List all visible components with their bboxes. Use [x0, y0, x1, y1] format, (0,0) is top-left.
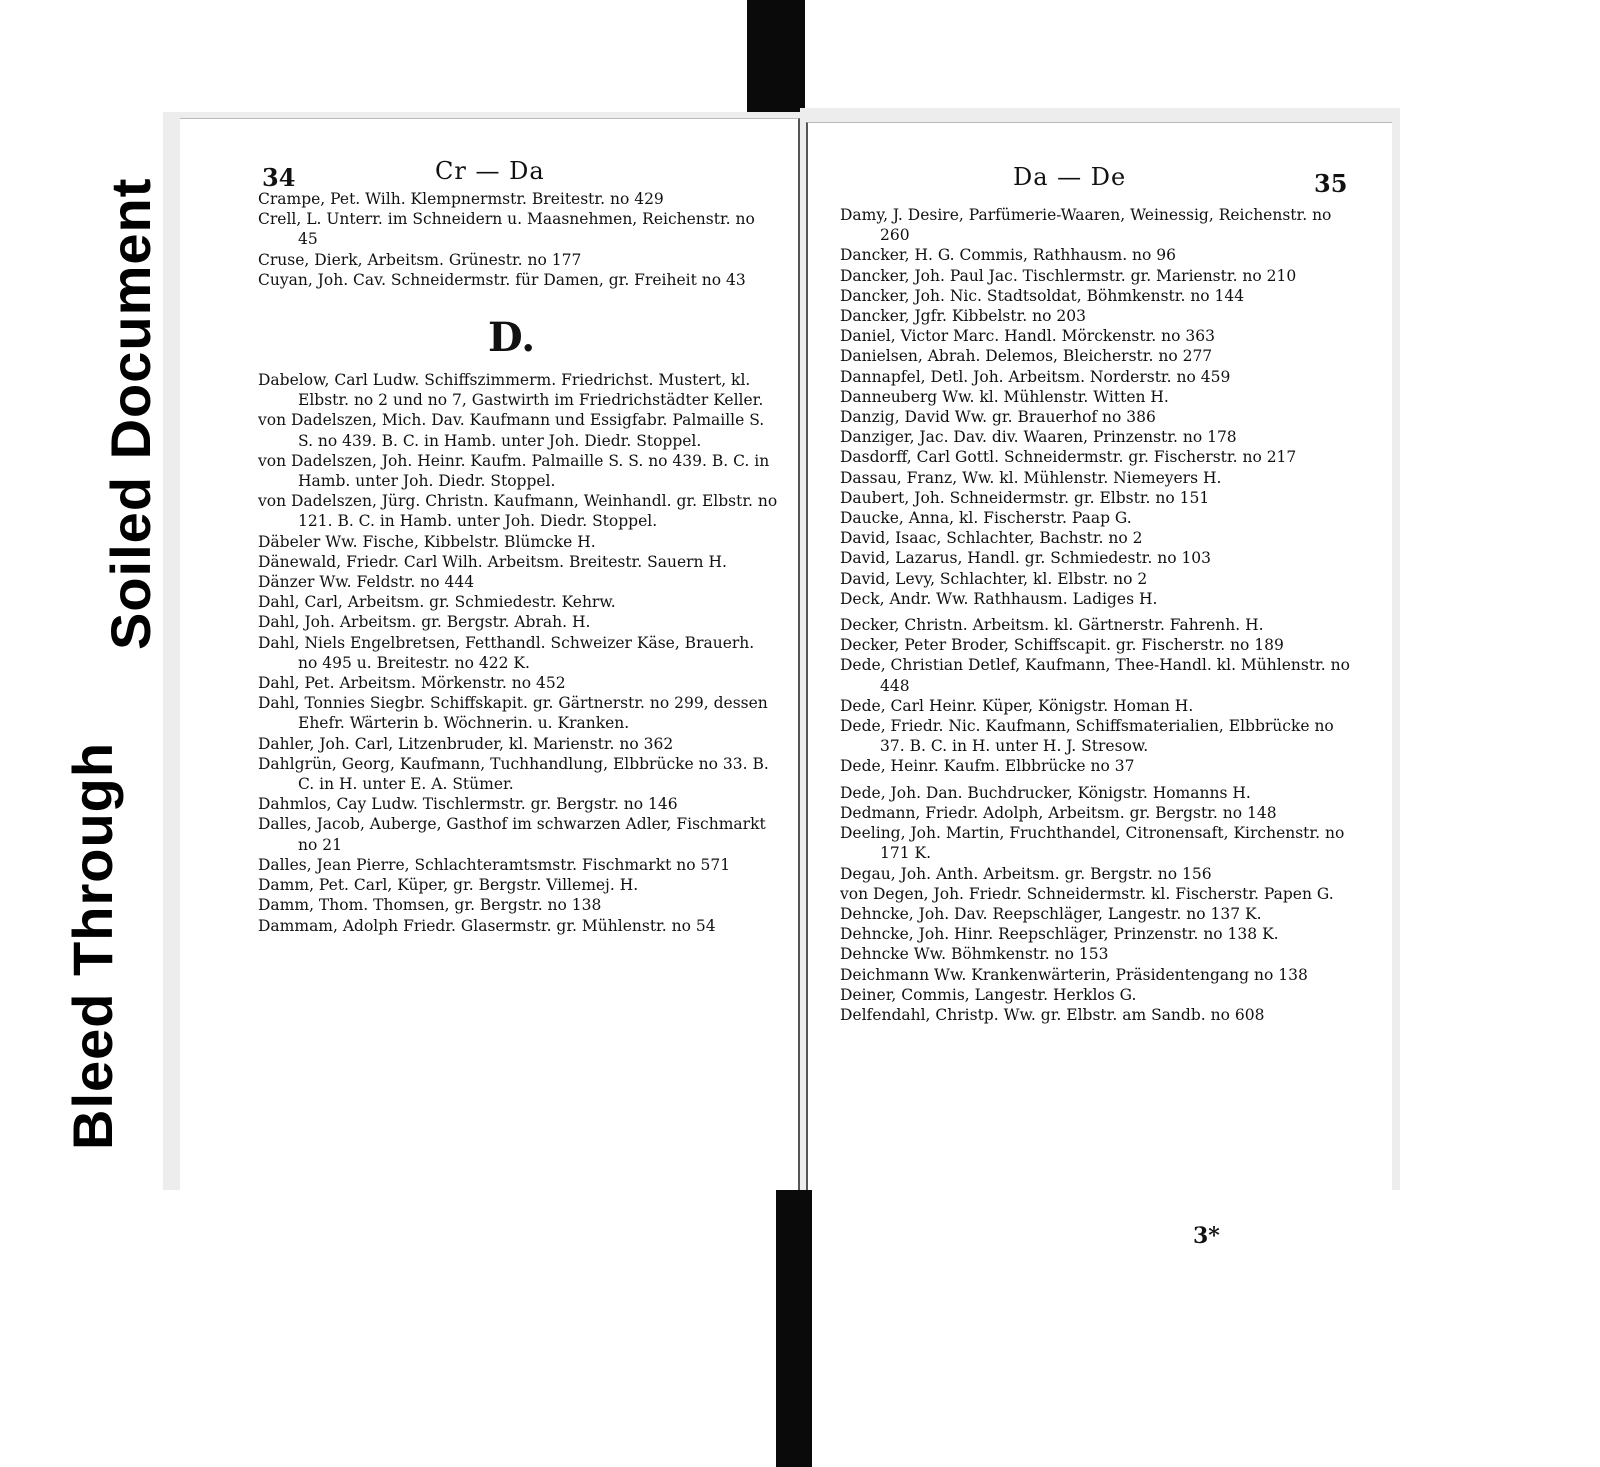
directory-entry: Dasdorff, Carl Gottl. Schneidermstr. gr. Fischerstr. no 217 — [840, 448, 1297, 467]
directory-entry: Deeling, Joh. Martin, Fruchthandel, Citronensaft, Kirchenstr. no 171 K. — [840, 824, 1345, 863]
directory-entry: Cruse, Dierk, Arbeitsm. Grünestr. no 177 — [258, 250, 582, 269]
directory-entry: Dahl, Joh. Arbeitsm. gr. Bergstr. Abrah. H. — [258, 613, 591, 632]
directory-entry: Dancker, Joh. Nic. Stadtsoldat, Böhmkenstr. no 144 — [840, 286, 1245, 305]
spine-top-bar — [747, 0, 805, 125]
directory-entry: Decker, Christn. Arbeitsm. kl. Gärtnerstr. Fahrenh. H. — [840, 616, 1264, 635]
directory-entry: Damm, Thom. Thomsen, gr. Bergstr. no 138 — [258, 896, 602, 915]
signature-mark: 3* — [1193, 1223, 1220, 1249]
directory-entry: von Dadelszen, Joh. Heinr. Kaufm. Palmaille S. S. no 439. B. C. in Hamb. unter Joh. Diedr. Stoppel. — [258, 451, 770, 491]
directory-entry: Dahlgrün, Georg, Kaufmann, Tuchhandlung, Elbbrücke no 33. B. C. in H. unter E. A. Stümer. — [258, 754, 769, 794]
directory-entry: Däbeler Ww. Fische, Kibbelstr. Blümcke H. — [258, 532, 596, 551]
directory-entry: Danneuberg Ww. kl. Mühlenstr. Witten H. — [840, 387, 1169, 406]
directory-entry: Dede, Heinr. Kaufm. Elbbrücke no 37 — [840, 757, 1135, 776]
directory-entry: David, Isaac, Schlachter, Bachstr. no 2 — [840, 529, 1143, 548]
right-running-head: Da — De — [1013, 163, 1127, 191]
directory-entry: Dahl, Niels Engelbretsen, Fetthandl. Schweizer Käse, Brauerh. no 495 u. Breitestr. no 422 K. — [258, 633, 755, 672]
directory-entry: Deiner, Commis, Langestr. Herklos G. — [840, 985, 1137, 1004]
directory-entry: Dede, Christian Detlef, Kaufmann, Thee-Handl. kl. Mühlenstr. no 448 — [840, 656, 1350, 695]
directory-entry: Dede, Carl Heinr. Küper, Königstr. Homan H. — [840, 696, 1194, 715]
directory-entry: Dahmlos, Cay Ludw. Tischlermstr. gr. Bergstr. no 146 — [258, 795, 678, 814]
directory-entry: Dahler, Joh. Carl, Litzenbruder, kl. Marienstr. no 362 — [258, 734, 674, 753]
left-page — [180, 118, 800, 1190]
left-running-head: Cr — Da — [435, 157, 545, 185]
directory-entry: Daucke, Anna, kl. Fischerstr. Paap G. — [840, 509, 1132, 528]
directory-entry: Dannapfel, Detl. Joh. Arbeitsm. Norderstr. no 459 — [840, 367, 1231, 386]
directory-entry: Dahl, Tonnies Siegbr. Schiffskapit. gr. Gärtnerstr. no 299, dessen Ehefr. Wärterin b. Wöchnerin. u. Kranken. — [258, 694, 768, 733]
directory-entry: Dalles, Jacob, Auberge, Gasthof im schwarzen Adler, Fischmarkt no 21 — [258, 815, 766, 854]
directory-entry: Danzig, David Ww. gr. Brauerhof no 386 — [840, 408, 1156, 427]
spine-bottom-bar — [776, 1188, 812, 1467]
directory-entry: Dahl, Carl, Arbeitsm. gr. Schmiedestr. Kehrw. — [258, 593, 616, 612]
directory-entry: Deichmann Ww. Krankenwärterin, Präsidentengang no 138 — [840, 965, 1308, 984]
directory-entry: Dehncke, Joh. Dav. Reepschläger, Langestr. no 137 K. — [840, 904, 1262, 923]
directory-entry: Dalles, Jean Pierre, Schlachteramtsmstr. Fischmarkt no 571 — [258, 855, 731, 874]
directory-entry: von Dadelszen, Mich. Dav. Kaufmann und Essigfabr. Palmaille S. S. no 439. B. C. in Hamb. unter Joh. Diedr. Stoppel. — [258, 411, 765, 450]
directory-entry: David, Levy, Schlachter, kl. Elbstr. no 2 — [840, 569, 1148, 588]
directory-entry: von Degen, Joh. Friedr. Schneidermstr. kl. Fischerstr. Papen G. — [840, 884, 1334, 903]
directory-entry: Dancker, H. G. Commis, Rathhausm. no 96 — [840, 246, 1177, 265]
directory-entry: Damm, Pet. Carl, Küper, gr. Bergstr. Villemej. H. — [258, 876, 639, 895]
directory-entry: Danielsen, Abrah. Delemos, Bleicherstr. no 277 — [840, 347, 1213, 366]
directory-entry: Damy, J. Desire, Parfümerie-Waaren, Weinessig, Reichenstr. no 260 — [840, 206, 1332, 245]
directory-entry: Daniel, Victor Marc. Handl. Mörckenstr. no 363 — [840, 327, 1215, 346]
directory-entry: Dede, Friedr. Nic. Kaufmann, Schiffsmaterialien, Elbbrücke no 37. B. C. in H. unter H. J. Stresow. — [840, 717, 1334, 756]
directory-entry: Crampe, Pet. Wilh. Klempnermstr. Breitestr. no 429 — [258, 190, 664, 208]
directory-entry: Dänewald, Friedr. Carl Wilh. Arbeitsm. Breitestr. Sauern H. — [258, 552, 727, 571]
right-page-number: 35 — [1314, 169, 1348, 198]
directory-entry: Dancker, Jgfr. Kibbelstr. no 203 — [840, 307, 1086, 326]
right-entry-list — [840, 205, 1350, 1025]
directory-entry: Dänzer Ww. Feldstr. no 444 — [258, 573, 475, 592]
directory-entry: Dahl, Pet. Arbeitsm. Mörkenstr. no 452 — [258, 674, 566, 693]
left-page-number: 34 — [262, 163, 296, 192]
section-letter: D. — [488, 314, 536, 362]
directory-entry: Dancker, Joh. Paul Jac. Tischlermstr. gr. Marienstr. no 210 — [840, 266, 1297, 285]
directory-entry: Dabelow, Carl Ludw. Schiffszimmerm. Friedrichst. Mustert, kl. Elbstr. no 2 und no 7, Gastwirth im Friedrichstädter Keller. — [258, 371, 764, 410]
soiled-document-label: Soiled Document — [99, 177, 162, 650]
directory-entry: von Dadelszen, Jürg. Christn. Kaufmann, Weinhandl. gr. Elbstr. no 121. B. C. in Hamb. unter Joh. Diedr. Stoppel. — [258, 492, 778, 531]
directory-entry: Delfendahl, Christp. Ww. gr. Elbstr. am Sandb. no 608 — [840, 1005, 1265, 1024]
directory-entry: Dammam, Adolph Friedr. Glasermstr. gr. Mühlenstr. no 54 — [258, 916, 716, 935]
bleed-through-label: Bleed Through — [61, 741, 124, 1150]
directory-entry: Deck, Andr. Ww. Rathhausm. Ladiges H. — [840, 589, 1158, 608]
directory-entry: Dassau, Franz, Ww. kl. Mühlenstr. Niemeyers H. — [840, 468, 1222, 487]
directory-entry: Decker, Peter Broder, Schiffscapit. gr. Fischerstr. no 189 — [840, 636, 1284, 655]
directory-entry: Danziger, Jac. Dav. div. Waaren, Prinzenstr. no 178 — [840, 428, 1237, 447]
directory-entry: Dehncke Ww. Böhmkenstr. no 153 — [840, 945, 1109, 964]
directory-entry: Dede, Joh. Dan. Buchdrucker, Königstr. Homanns H. — [840, 783, 1251, 802]
right-page — [806, 122, 1392, 1249]
directory-entry: Degau, Joh. Anth. Arbeitsm. gr. Bergstr. no 156 — [840, 864, 1212, 883]
left-entry-list — [258, 189, 778, 936]
directory-entry: David, Lazarus, Handl. gr. Schmiedestr. no 103 — [840, 549, 1212, 568]
directory-entry: Daubert, Joh. Schneidermstr. gr. Elbstr. no 151 — [840, 488, 1210, 507]
directory-entry: Crell, L. Unterr. im Schneidern u. Maasnehmen, Reichenstr. no 45 — [258, 210, 755, 249]
directory-entry: Cuyan, Joh. Cav. Schneidermstr. für Damen, gr. Freiheit no 43 — [258, 270, 746, 289]
directory-entry: Dehncke, Joh. Hinr. Reepschläger, Prinzenstr. no 138 K. — [840, 925, 1279, 944]
directory-entry: Dedmann, Friedr. Adolph, Arbeitsm. gr. Bergstr. no 148 — [840, 803, 1277, 822]
